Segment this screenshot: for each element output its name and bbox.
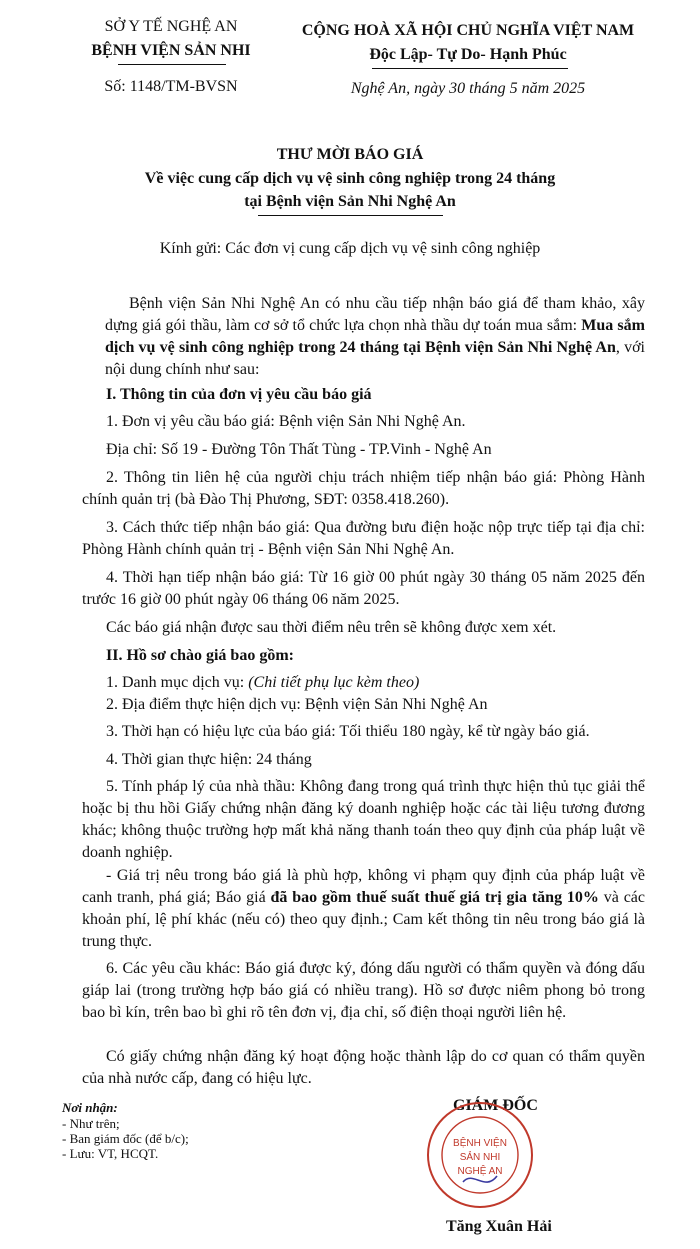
document-number: Số: 1148/TM-BVSN	[104, 78, 238, 95]
section-2-price-paragraph	[82, 865, 645, 953]
section-2-item-4: 4. Thời gian thực hiện: 24 tháng	[106, 751, 312, 768]
section-2-item-1-italic: (Chi tiết phụ lục kèm theo)	[248, 674, 420, 691]
motto: Độc Lập- Tự Do- Hạnh Phúc	[369, 46, 567, 63]
section-2-item-2: 2. Địa điểm thực hiện dịch vụ: Bệnh viện Sản Nhi Nghệ An	[106, 696, 488, 713]
price-bold: đã bao gồm thuế suất thuế giá trị gia tăng 10%	[270, 889, 599, 906]
recipient-item: - Ban giám đốc (để b/c);	[62, 1131, 189, 1146]
price-text-1: - Giá trị nêu trong báo giá là phù hợp, không vi phạm quy định của pháp luật về canh tranh, phá giá; Báo giá	[82, 867, 645, 906]
recipients-label: Nơi nhận:	[62, 1100, 118, 1115]
country-name: CỘNG HOÀ XÃ HỘI CHỦ NGHĨA VIỆT NAM	[301, 22, 635, 39]
title-underline	[258, 215, 443, 216]
section-2-item-6: 6. Các yêu cầu khác: Báo giá được ký, đóng dấu người có thẩm quyền và đóng dấu giáp lai (trong trường hợp báo giá có nhiều trang). Hồ sơ được niêm phong bỏ trong bao bì kín, trên bao bì ghi rõ tên đơn vị, địa chỉ, số điện thoại người liên hệ.	[82, 960, 645, 1021]
section-1-heading: I. Thông tin của đơn vị yêu cầu báo giá	[106, 386, 372, 403]
section-1-item-4: 4. Thời hạn tiếp nhận báo giá: Từ 16 giờ 00 phút ngày 30 tháng 05 năm 2025 đến trước 16 giờ 00 phút ngày 06 tháng 06 năm 2025.	[82, 569, 645, 608]
section-1-item-1: 1. Đơn vị yêu cầu báo giá: Bệnh viện Sản Nhi Nghệ An.	[106, 413, 466, 430]
certificate-paragraph: Có giấy chứng nhận đăng ký hoạt động hoặc thành lập do cơ quan có thẩm quyền của nhà nước cấp, đang có hiệu lực.	[82, 1048, 645, 1087]
recipient-item: - Lưu: VT, HCQT.	[62, 1146, 159, 1161]
section-2-item-5: 5. Tính pháp lý của nhà thầu: Không đang trong quá trình thực hiện thủ tục giải thể hoặc bị thu hồi Giấy chứng nhận đăng ký doanh nghiệp hoặc các tài liệu tương đương khác; không thuộc trường hợp mất khả năng thanh toán theo quy định của pháp luật về doanh nghiệp.	[82, 778, 645, 861]
section-2-heading: II. Hồ sơ chào giá bao gồm:	[106, 647, 294, 664]
document-title: THƯ MỜI BÁO GIÁ	[276, 146, 424, 163]
intro-paragraph	[105, 293, 645, 381]
seal-line-1: BỆNH VIỆN	[453, 1138, 507, 1149]
section-2-item-1-label: 1. Danh mục dịch vụ:	[106, 674, 249, 691]
document-subtitle-line1: Về việc cung cấp dịch vụ vệ sinh công nghiệp trong 24 tháng	[144, 170, 556, 187]
ministry-name: SỞ Y TẾ NGHỆ AN	[104, 18, 238, 35]
section-1-item-3: 3. Cách thức tiếp nhận báo giá: Qua đường bưu điện hoặc nộp trực tiếp tại địa chỉ: Phòng Hành chính quản trị - Bệnh viện Sản Nhi Nghệ An.	[82, 519, 645, 558]
signer-name: Tăng Xuân Hải	[446, 1218, 552, 1235]
intro-text-1: Bệnh viện Sản Nhi Nghệ An có nhu cầu tiếp nhận báo giá để tham khảo, xây dựng giá gói thầu, làm cơ sở tổ chức lựa chọn nhà thầu dự toán mua sắm:	[105, 295, 645, 334]
seal-line-3: NGHỆ AN	[457, 1166, 503, 1177]
section-1-item-2: 2. Thông tin liên hệ của người chịu trách nhiệm tiếp nhận báo giá: Phòng Hành chính quản trị (bà Đào Thị Phương, SĐT: 0358.418.260).	[82, 469, 645, 508]
motto-underline	[372, 68, 568, 69]
seal-line-2: SẢN NHI	[459, 1152, 501, 1163]
official-seal	[425, 1100, 535, 1210]
document-subtitle-line2: tại Bệnh viện Sản Nhi Nghệ An	[244, 193, 456, 210]
recipient-line: Kính gửi: Các đơn vị cung cấp dịch vụ vệ sinh công nghiệp	[159, 240, 541, 257]
price-text-2: và các khoản phí, lệ phí khác (nếu có) theo quy định.; Cam kết thông tin nêu trong báo giá là trung thực.	[82, 889, 646, 950]
hospital-name: BỆNH VIỆN SẢN NHI	[91, 42, 251, 59]
intro-bold: Mua sắm dịch vụ vệ sinh công nghiệp trong 24 tháng tại Bệnh viện Sản Nhi Nghệ An	[105, 317, 645, 356]
place-date: Nghệ An, ngày 30 tháng 5 năm 2025	[350, 80, 586, 97]
recipient-item: - Như trên;	[62, 1116, 120, 1131]
section-1-address: Địa chỉ: Số 19 - Đường Tôn Thất Tùng - TP.Vinh - Nghệ An	[106, 441, 492, 458]
hospital-underline	[118, 64, 226, 65]
signature-title: GIÁM ĐỐC	[453, 1097, 538, 1114]
intro-text-2: , với nội dung chính như sau:	[105, 339, 646, 378]
section-2-item-3: 3. Thời hạn có hiệu lực của báo giá: Tối thiểu 180 ngày, kể từ ngày báo giá.	[106, 723, 590, 740]
section-2-item-1	[106, 674, 419, 692]
section-1-note: Các báo giá nhận được sau thời điểm nêu trên sẽ không được xem xét.	[106, 619, 557, 636]
